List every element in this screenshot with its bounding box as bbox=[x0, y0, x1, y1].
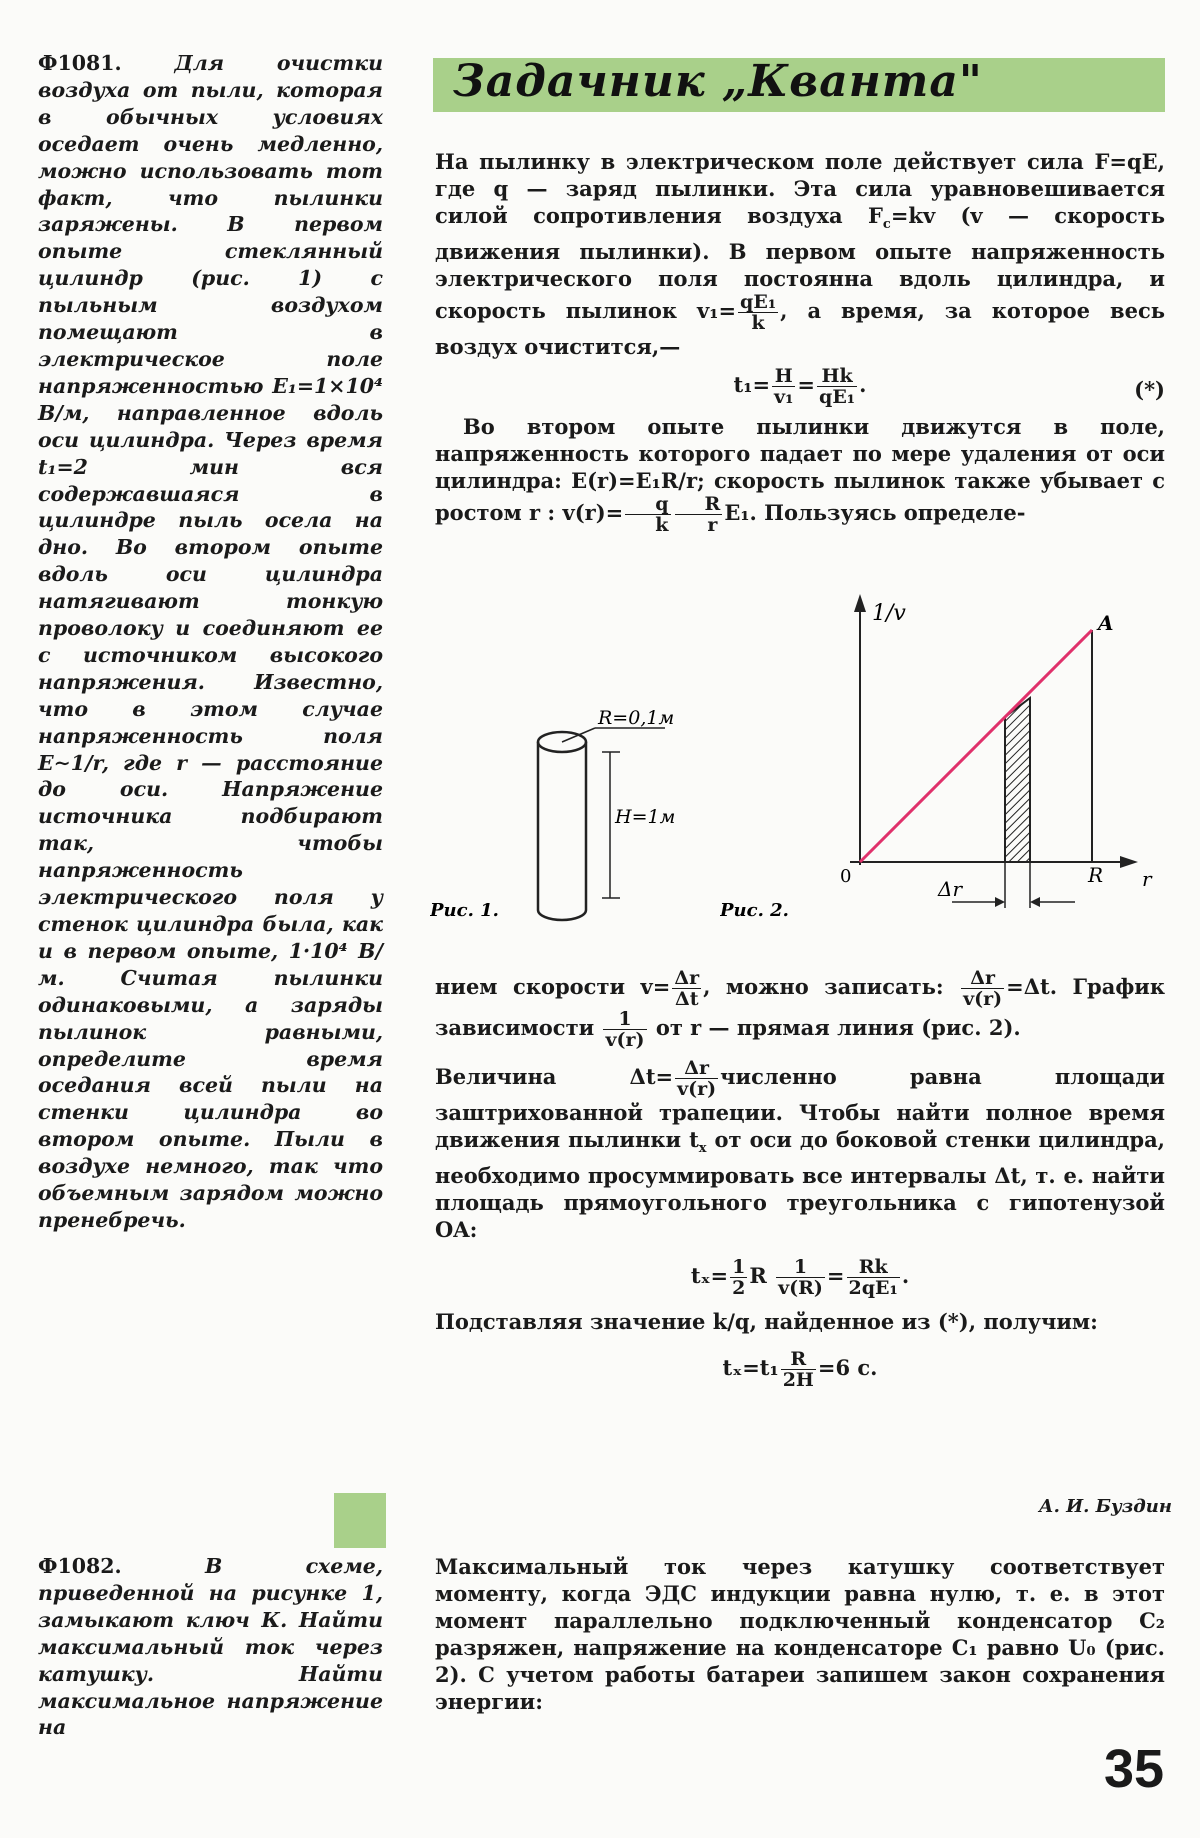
hatched-trapezoid bbox=[1005, 698, 1030, 862]
author-signature: А. И. Буздин bbox=[1038, 1496, 1172, 1517]
solution-paragraph: Подставляя значение k/q, найденное из (*), получим: bbox=[435, 1309, 1098, 1335]
dr-arrowhead-left bbox=[995, 897, 1005, 907]
x-axis-arrow bbox=[1120, 856, 1138, 868]
fraction: $\frac{\text{qE₁}}{k}$ bbox=[740, 291, 777, 335]
section-banner bbox=[433, 58, 1165, 112]
figure-2-caption: Рис. 2. bbox=[720, 900, 789, 921]
figure-1-caption: Рис. 1. bbox=[430, 900, 499, 921]
problem-f1082 bbox=[38, 1553, 383, 1741]
dr-arrowhead-right bbox=[1030, 897, 1040, 907]
graph-line-oa bbox=[860, 630, 1092, 862]
problem-f1081 bbox=[38, 50, 383, 1234]
problem-number: Ф1082. bbox=[38, 1554, 122, 1578]
decorative-green-square bbox=[334, 1493, 386, 1548]
radius-leader bbox=[562, 728, 595, 742]
solution-f1082 bbox=[435, 1553, 1165, 1715]
problem-text: В схеме, приведенной на рисунке 1, замыкают ключ К. Найти максимальный ток через катушку. Найти максимальное напряжение на bbox=[38, 1554, 383, 1740]
origin-label: 0 bbox=[840, 866, 852, 887]
radius-label: R=0,1м bbox=[598, 707, 675, 729]
solution-part2 bbox=[435, 968, 1165, 1396]
banner-title: Задачник „Кванта" bbox=[453, 56, 983, 107]
x-axis-label: r bbox=[1142, 867, 1152, 891]
cylinder-bottom bbox=[538, 910, 586, 920]
height-label: H=1м bbox=[615, 806, 676, 828]
figure-2 bbox=[720, 590, 1170, 930]
equation-1: t₁= $\frac{H}{\text{v₁}}$ = $\frac{Hk}{\text{qE₁}}$ . (*) bbox=[733, 365, 1165, 409]
point-a-label: A bbox=[1098, 611, 1114, 635]
equation-mark: (*) bbox=[1134, 377, 1165, 403]
equation-2: tₓ= $\frac{1}{2}$ R $\frac{1}{v(R)}$ = $\frac{Rk}{\text{2qE₁}}$ . bbox=[690, 1256, 910, 1300]
solution-part1 bbox=[435, 148, 1165, 535]
problem-text: Для очистки воздуха от пыли, которая в обычных условиях оседает очень медленно, можно использовать тот факт, что пылинки заряжены. В первом опыте стеклянный цилиндр (рис. 1) с пыльным воздухом помещают в электрическое поле напряженностью E₁=1×10⁴ В/м, направленное вдоль оси цилиндра. Через время t₁=2 мин вся содержавшаяся в цилиндре пыль осела на дно. Во втором опыте вдоль оси цилиндра натягивают тонкую проволоку и соединяют ее с источником высокого напряжения. Известно, что в этом случае напряженность поля E∼1/r, где r — расстояние до оси. Напряжение источника подбирают так, чтобы напряженность электрического поля у стенок цилиндра была, как и в первом опыте, 1·10⁴ В/м. Считая пылинки одинаковыми, а заряды пылинок равными, определите время оседания всей пыли на стенки цилиндра во втором опыте. Пыли в воздухе немного, так что объемным зарядом можно пренебречь. bbox=[38, 51, 384, 1232]
solution-paragraph: Максимальный ток через катушку соответствует моменту, когда ЭДС индукции равна нулю, т. е. в этот момент параллельно подключенный конденсатор C₂ разряжен, напряжение на конденсаторе C₁ равно U₀ (рис. 2). С учетом работы батареи запишем закон сохранения энергии: bbox=[435, 1554, 1165, 1714]
solution-paragraph: Величина Δt= $\frac{\Delta r}{v(r)}$ численно равна площади заштрихованной трапеции. Чтобы найти полное время движения пылинки $t_x$ от оси до боковой стенки цилиндра, необходимо просуммировать все интервалы Δt, т. е. найти площадь прямоугольного треугольника с гипотенузой OA: bbox=[435, 1057, 1165, 1243]
solution-paragraph: На пылинку в электрическом поле действует сила F=qE, где q — заряд пылинки. Эта сила уравновешивается силой сопротивления воздуха $F_c=kv$ (v — скорость движения пылинки). В первом опыте напряженность электрического поля постоянна вдоль цилиндра, и скорость пылинок v₁= $\frac{\text{qE₁}}{k}$ , а время, за которое весь воздух очистится,— bbox=[435, 149, 1165, 360]
page-number: 35 bbox=[1104, 1739, 1165, 1799]
r-tick-label: R bbox=[1088, 863, 1104, 887]
dr-label: Δr bbox=[938, 877, 963, 901]
y-axis-label: 1/v bbox=[872, 601, 906, 626]
figure-1 bbox=[430, 700, 730, 930]
solution-paragraph: нием скорости v= $\frac{\Delta r}{\Delta t}$ , можно записать: $\frac{\Delta r}{v(r)}$ =Δt. График зависимости $\frac{1}{v(r)}$ от r — прямая линия (рис. 2). bbox=[435, 967, 1165, 1051]
solution-paragraph: Во втором опыте пылинки движутся в поле, напряженность которого падает по мере удаления от оси цилиндра: E(r)=E₁R/r; скорость пылинок также убывает с ростом r : v(r)= $\frac{q}{k}$ $\frac{R}{r}$ E₁. Пользуясь определе- bbox=[435, 414, 1165, 537]
equation-3: tₓ=t₁ $\frac{R}{2H}$ =6 с. bbox=[722, 1348, 878, 1392]
y-axis-arrow bbox=[854, 594, 866, 612]
problem-number: Ф1081. bbox=[38, 51, 122, 75]
